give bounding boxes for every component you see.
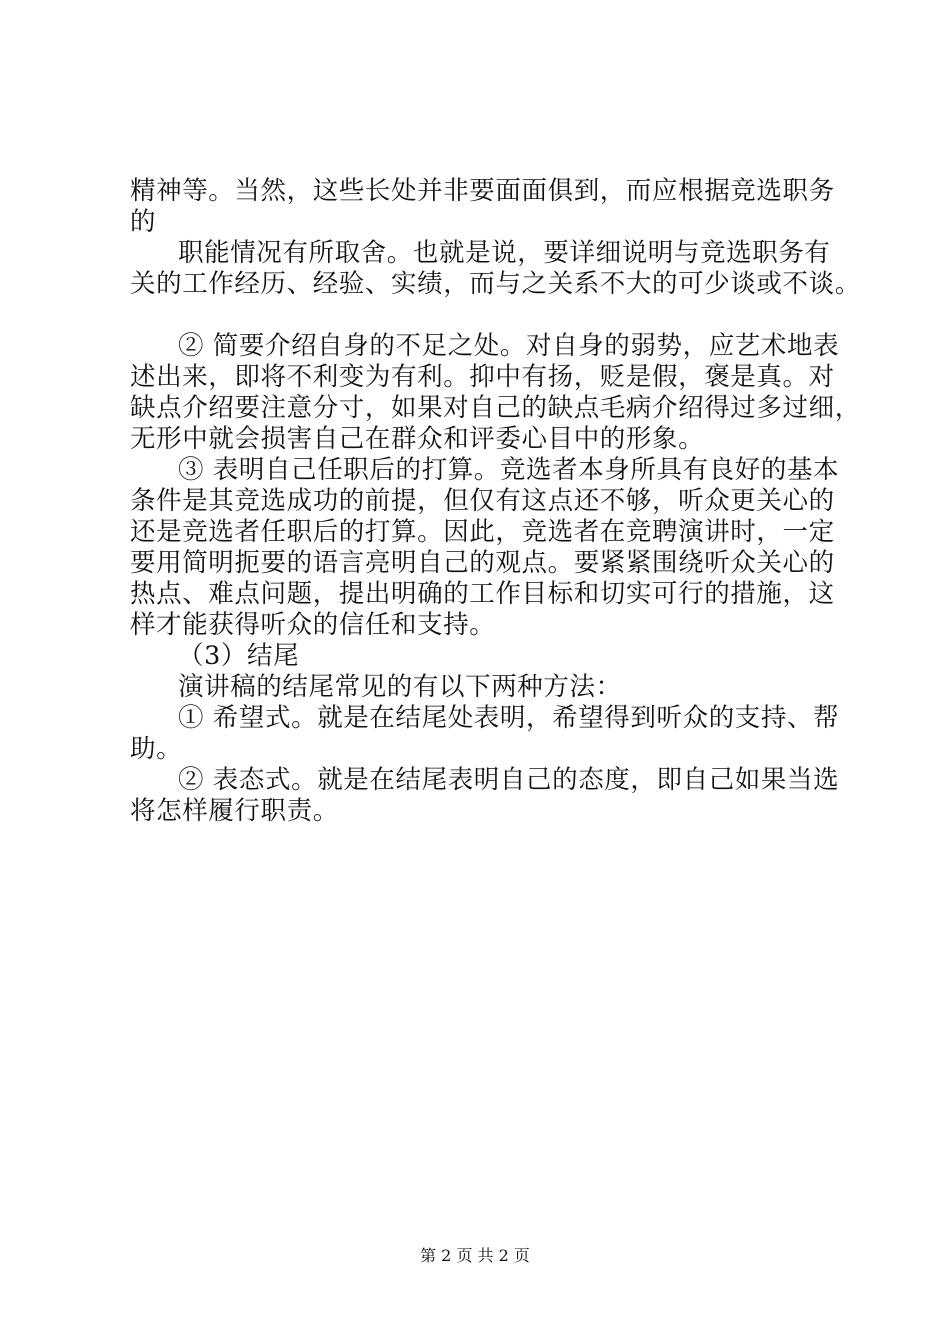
text-line: 样才能获得听众的信任和支持。 (130, 610, 496, 640)
text-line: ② 表态式。就是在结尾表明自己的态度，即自己如果当选 (178, 765, 840, 795)
text-line: 无形中就会损害自己在群众和评委心目中的形象。 (130, 424, 705, 454)
text-line: ③ 表明自己任职后的打算。竞选者本身所具有良好的基本 (178, 455, 840, 485)
text-line: 助。 (130, 734, 183, 764)
text-line: 述出来，即将不利变为有利。抑中有扬，贬是假，褒是真。对 (130, 362, 835, 392)
text-line: 的 (130, 207, 157, 237)
text-line: 关的工作经历、经验、实绩，而与之关系不大的可少谈或不谈。 (130, 269, 861, 299)
text-line: 精神等。当然，这些长处并非要面面俱到，而应根据竞选职务 (130, 176, 835, 206)
text-line: 热点、难点问题，提出明确的工作目标和切实可行的措施，这 (130, 579, 835, 609)
text-line: 将怎样履行职责。 (130, 796, 339, 826)
page-number-footer: 第 2 页 共 2 页 (420, 1246, 530, 1265)
section-heading: （3）结尾 (178, 641, 300, 671)
text-line: 职能情况有所取舍。也就是说，要详细说明与竞选职务有 (178, 238, 831, 268)
text-line: 演讲稿的结尾常见的有以下两种方法： (178, 672, 622, 702)
text-line: ② 简要介绍自身的不足之处。对自身的弱势，应艺术地表 (178, 331, 840, 361)
text-line: 缺点介绍要注意分寸，如果对自己的缺点毛病介绍得过多过细， (130, 393, 861, 423)
text-line: ① 希望式。就是在结尾处表明，希望得到听众的支持、帮 (178, 703, 840, 733)
text-line: 还是竞选者任职后的打算。因此，竞选者在竞聘演讲时，一定 (130, 517, 835, 547)
text-line: 条件是其竞选成功的前提，但仅有这点还不够，听众更关心的 (130, 486, 835, 516)
text-line: 要用简明扼要的语言亮明自己的观点。要紧紧围绕听众关心的 (130, 548, 835, 578)
